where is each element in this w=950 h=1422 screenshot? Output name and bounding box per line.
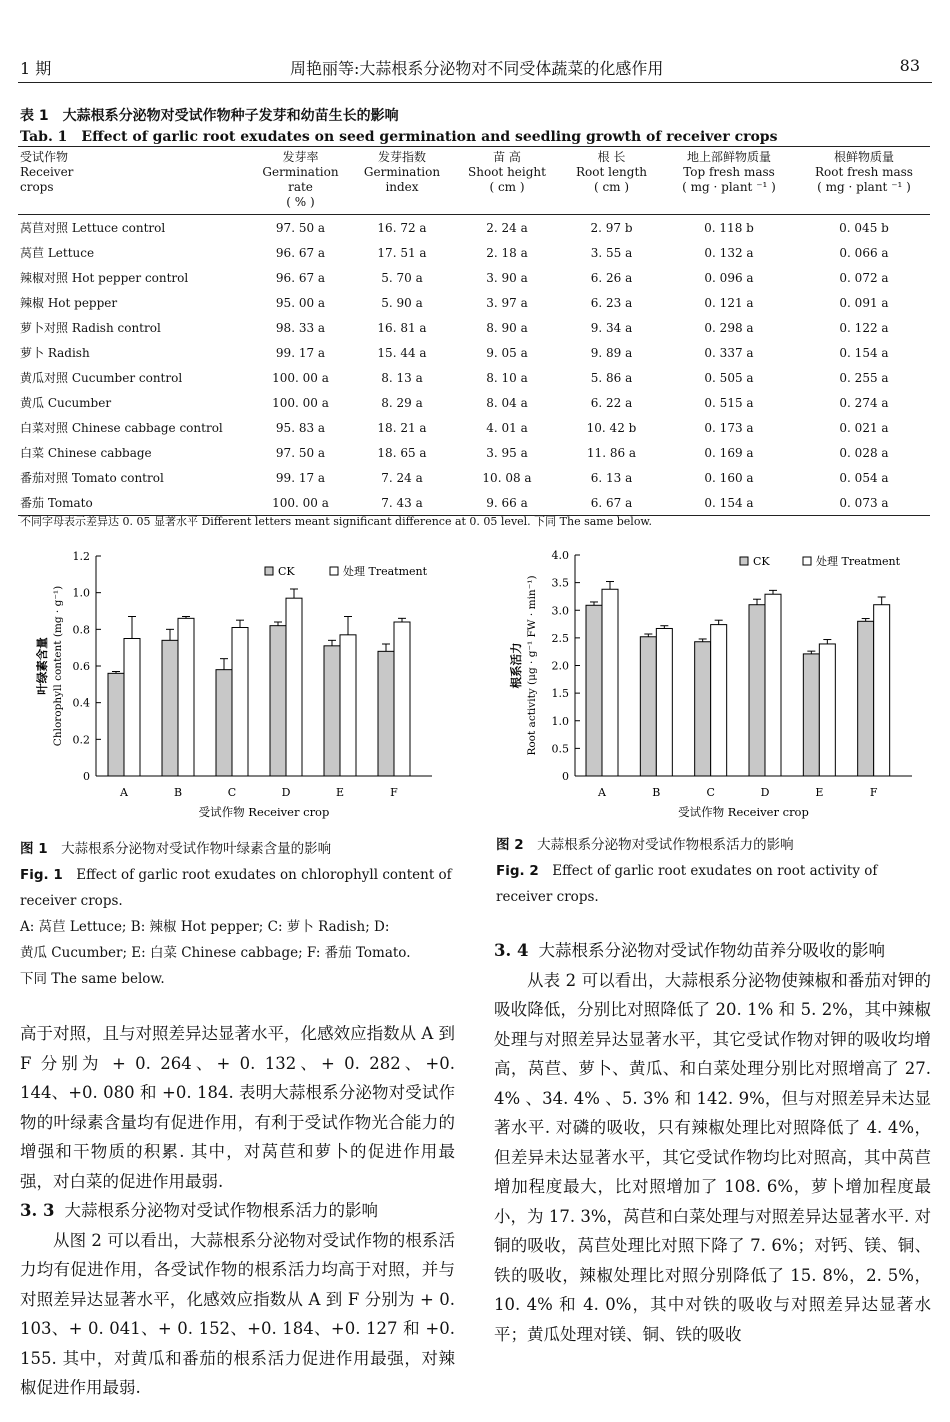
value-cell: 8. 29 a [381, 395, 423, 410]
bar [765, 594, 781, 776]
value-cell: 100. 00 a [248, 490, 353, 516]
bar [656, 628, 672, 776]
value-cell: 0. 274 a [839, 395, 889, 410]
table-body [18, 215, 930, 516]
value-cell: 8. 10 a [486, 370, 528, 385]
value-cell: 96. 67 a [275, 245, 326, 260]
value-cell: 5. 70 a [381, 270, 423, 285]
value-cell: 99. 17 a [275, 345, 326, 360]
value-cell: 2. 18 a [486, 245, 528, 260]
bar [858, 621, 874, 776]
section-heading-3-3: 3. 3 大蒜根系分泌物对受试作物根系活力的影响 [20, 1201, 378, 1220]
value-cell: 0. 066 a [839, 245, 889, 260]
column-header: 发芽指数 Germination index [353, 147, 451, 215]
value-cell: 9. 66 a [451, 490, 563, 516]
value-cell: 0. 091 a [839, 295, 889, 310]
bar [378, 651, 394, 776]
crop-cell: 辣椒 Hot pepper [20, 296, 118, 310]
x-tick-label: F [390, 786, 398, 799]
value-cell: 0. 122 a [839, 320, 889, 335]
legend-label: CK [278, 565, 295, 578]
y-tick-label: 3.0 [551, 604, 569, 618]
bar [640, 637, 656, 776]
y-tick-label: 1.2 [72, 550, 90, 563]
page-number: 83 [899, 56, 920, 75]
value-cell: 0. 160 a [704, 470, 754, 485]
value-cell: 0. 121 a [704, 295, 754, 310]
x-tick-label: E [335, 786, 345, 799]
x-tick-label: B [173, 786, 183, 799]
table-row [18, 240, 930, 265]
figure-1-legend-line: 下同 The same below. [20, 971, 165, 987]
x-tick-label: D [281, 786, 291, 799]
bar [286, 598, 302, 776]
y-tick-label: 4.0 [551, 549, 569, 562]
value-cell: 3. 97 a [486, 295, 528, 310]
value-cell: 100. 00 a [272, 370, 329, 385]
x-tick-label: A [598, 786, 606, 799]
crop-cell: 白菜对照 Chinese cabbage control [20, 421, 223, 435]
y-axis-label-en: Root activity (μg · g⁻¹ FW · min⁻¹) [526, 575, 538, 756]
value-cell: 11. 86 a [586, 445, 637, 460]
bar [232, 628, 248, 777]
bar [324, 646, 340, 776]
crop-cell: 萝卜 Radish [20, 346, 90, 360]
crop-cell: 番茄 Tomato [18, 490, 248, 516]
table-row [18, 315, 930, 340]
value-cell: 16. 81 a [377, 320, 427, 335]
x-tick-label: C [227, 786, 237, 799]
value-cell: 0. 505 a [704, 370, 754, 385]
x-axis-label: 受试作物 Receiver crop [678, 805, 809, 819]
bar [803, 654, 819, 776]
value-cell: 97. 50 a [275, 445, 326, 460]
bar [162, 640, 178, 776]
bar [819, 644, 835, 776]
legend-swatch [330, 567, 338, 575]
value-cell: 6. 23 a [590, 295, 633, 310]
crop-cell: 白菜 Chinese cabbage [20, 446, 152, 460]
table-row [18, 215, 930, 241]
value-cell: 9. 05 a [486, 345, 528, 360]
crop-cell: 番茄对照 Tomato control [20, 471, 164, 485]
x-tick-label: F [869, 786, 878, 799]
table-row [18, 490, 930, 516]
column-header: 苗 高 Shoot height ( cm ) [451, 147, 563, 215]
value-cell: 16. 72 a [377, 220, 427, 235]
value-cell: 99. 17 a [275, 470, 326, 485]
crop-cell: 黄瓜对照 Cucumber control [20, 371, 183, 385]
column-header: 受试作物 Receiver crops [18, 147, 248, 215]
value-cell: 2. 24 a [486, 220, 528, 235]
value-cell: 95. 83 a [275, 420, 326, 435]
legend-label: CK [753, 555, 770, 568]
paragraph: 从表 2 可以看出，大蒜根系分泌物使辣椒和番茄对钾的吸收降低，分别比对照降低了 20. 1% 和 5. 2%，其中辣椒处理与对照差异达显著水平，其它受试作物对钾的吸收均增高，莴苣、萝卜、黄瓜、和白菜处理分别比对照增高了 27. 4% 、34. 4% 、5. 3% 和 142. 9%，但与对照差异未达显著水平. 对磷的吸收，只有辣椒处理比对照降低了 4. 4%，但差异未达显著水平，其它受试作物均比对照高，其中莴苣增加程度最大，比对照增加了 108. 6%，萝卜增加程度最小，为 17. 3%，莴苣和白菜处理与对照差异达显著水平. 对铜的吸收，莴苣处理比对照下降了 7. 6%；对钙、镁、铜、铁的吸收，辣椒处理比对照分别降低了 15. 8%，2. 5%，10. 4% 和 4. 0%，其中对铁的吸收与对照差异达显著水平；黄瓜处理对镁、铜、铁的吸收 [494, 970, 931, 1344]
y-tick-label: 0 [562, 770, 569, 783]
value-cell: 0. 298 a [704, 320, 754, 335]
running-title: 周艳丽等:大蒜根系分泌物对不同受体蔬菜的化感作用 [290, 59, 664, 78]
x-tick-label: A [120, 786, 128, 799]
value-cell: 0. 045 b [839, 220, 889, 235]
value-cell: 0. 072 a [839, 270, 889, 285]
bar [586, 605, 602, 776]
bar [178, 618, 194, 776]
table-row [18, 265, 930, 290]
value-cell: 0. 073 a [798, 490, 930, 516]
value-cell: 8. 13 a [381, 370, 423, 385]
paragraph: 从图 2 可以看出，大蒜根系分泌物对受试作物的根系活力均有促进作用，各受试作物的根系活力均高于对照，并与对照差异达显著水平，化感效应指数从 A 到 F 分别为 + 0. 103、+ 0. 041、+ 0. 152、+0. 184、+0. 127 和 +0. 155. 其中，对黄瓜和番茄的根系活力促进作用最强，对辣椒促进作用最弱. [20, 1230, 455, 1397]
x-tick-label: D [760, 786, 770, 799]
value-cell: 97. 50 a [275, 220, 326, 235]
y-tick-label: 1.5 [551, 687, 569, 701]
x-tick-label: E [815, 786, 824, 799]
y-tick-label: 0 [83, 770, 90, 783]
legend-label: 处理 Treatment [816, 555, 901, 568]
table-row [18, 465, 930, 490]
value-cell: 3. 55 a [590, 245, 633, 260]
table-row [18, 340, 930, 365]
bar [749, 605, 765, 776]
table-row [18, 440, 930, 465]
value-cell: 5. 86 a [590, 370, 633, 385]
header-rule [18, 82, 932, 83]
value-cell: 0. 173 a [704, 420, 754, 435]
table-caption-en: Tab. 1 Effect of garlic root exudates on seed germination and seedling growth of receiver crops [20, 129, 778, 145]
bar [394, 622, 410, 776]
value-cell: 0. 054 a [839, 470, 889, 485]
column-header: 根 长 Root length ( cm ) [563, 147, 660, 215]
value-cell: 15. 44 a [377, 345, 427, 360]
value-cell: 2. 97 b [590, 220, 633, 235]
y-tick-label: 0.8 [72, 623, 90, 637]
y-axis-label-zh: 叶绿素含量 [35, 637, 49, 695]
section-heading-3-4: 3. 4 大蒜根系分泌物对受试作物幼苗养分吸收的影响 [494, 941, 885, 960]
figure-2-caption: 图 2 大蒜根系分泌物对受试作物根系活力的影响 Fig. 2 Effect of garlic root exudates on root activity of receiver crops. [496, 837, 878, 905]
crop-cell: 黄瓜 Cucumber [20, 396, 112, 410]
bar [108, 673, 124, 776]
bar [874, 605, 890, 776]
bar [270, 626, 286, 776]
legend-swatch [265, 567, 273, 575]
y-tick-label: 0.4 [72, 696, 90, 710]
value-cell: 3. 95 a [486, 445, 528, 460]
value-cell: 0. 154 a [660, 490, 798, 516]
crop-cell: 莴苣 Lettuce [20, 246, 95, 260]
y-tick-label: 3.5 [551, 576, 569, 590]
y-tick-label: 0.6 [72, 660, 90, 673]
data-table [18, 146, 930, 516]
value-cell: 4. 01 a [486, 420, 528, 435]
table-row [18, 365, 930, 390]
value-cell: 6. 26 a [590, 270, 633, 285]
value-cell: 98. 33 a [275, 320, 326, 335]
value-cell: 0. 154 a [839, 345, 889, 360]
value-cell: 8. 04 a [486, 395, 528, 410]
value-cell: 7. 24 a [381, 470, 423, 485]
paragraph: 高于对照，且与对照差异达显著水平，化感效应指数从 A 到 F 分别为 + 0. 264、+ 0. 132、+ 0. 282、+0. 144、+0. 080 和 +0. 184. 表明大蒜根系分泌物对受试作物的叶绿素含量均有促进作用，有利于受试作物光合能力的增强和干物质的积累. 其中，对莴苣和萝卜的促进作用最强，对白菜的促进作用最弱. [20, 1024, 455, 1191]
value-cell: 18. 65 a [377, 445, 427, 460]
x-axis-label: 受试作物 Receiver crop [198, 805, 330, 819]
bar [340, 635, 356, 776]
bar [216, 670, 232, 776]
value-cell: 95. 00 a [275, 295, 326, 310]
y-tick-label: 2.5 [551, 631, 569, 645]
figure-1-legend-line: 黄瓜 Cucumber; E: 白菜 Chinese cabbage; F: 番茄 Tomato. [20, 945, 411, 961]
bar [602, 589, 618, 776]
value-cell: 9. 34 a [590, 320, 633, 335]
y-axis-label-en: Chlorophyll content (mg · g⁻¹) [52, 585, 64, 747]
crop-cell: 莴苣对照 Lettuce control [20, 221, 166, 235]
table-row [18, 390, 930, 415]
bar [711, 625, 727, 776]
y-axis-label-zh: 根系活力 [509, 642, 523, 689]
value-cell: 0. 028 a [839, 445, 889, 460]
value-cell: 0. 021 a [839, 420, 889, 435]
value-cell: 96. 67 a [275, 270, 326, 285]
table-caption-zh: 表 1 大蒜根系分泌物对受试作物种子发芽和幼苗生长的影响 [20, 108, 399, 124]
bar [124, 639, 140, 777]
y-tick-label: 0.2 [72, 733, 90, 747]
column-header: 地上部鲜物质量 Top fresh mass ( mg · plant ⁻¹ ) [660, 147, 798, 215]
column-header: 根鲜物质量 Root fresh mass ( mg · plant ⁻¹ ) [798, 147, 930, 215]
legend-label: 处理 Treatment [343, 565, 428, 578]
y-tick-label: 2.0 [551, 659, 569, 673]
column-header: 发芽率 Germination rate ( % ) [248, 147, 353, 215]
crop-cell: 辣椒对照 Hot pepper control [20, 271, 189, 285]
left-column-text [20, 1019, 455, 1403]
root-activity-chart [496, 544, 936, 824]
figure-1-legend-line: A: 莴苣 Lettuce; B: 辣椒 Hot pepper; C: 萝卜 Radish; D: [20, 919, 390, 935]
x-tick-label: C [706, 786, 715, 799]
value-cell: 100. 00 a [272, 395, 329, 410]
y-tick-label: 0.5 [551, 742, 569, 756]
crop-cell: 萝卜对照 Radish control [20, 321, 161, 335]
legend-swatch [803, 557, 811, 565]
figure-1-caption: 图 1 大蒜根系分泌物对受试作物叶绿素含量的影响 Fig. 1 Effect of garlic root exudates on chlorophyll content of receiver crops. A: 莴苣 Lettuce; B: 辣椒 Hot pepper; C: 萝卜 Radish; D: 黄瓜 Cucumber; E: 白菜 Chinese cabbage; F: 番茄 Tomato. 下同 The same below. [20, 836, 455, 992]
value-cell: 9. 89 a [590, 345, 633, 360]
value-cell: 6. 67 a [563, 490, 660, 516]
y-tick-label: 1.0 [72, 586, 90, 600]
value-cell: 7. 43 a [353, 490, 451, 516]
value-cell: 18. 21 a [377, 420, 427, 435]
value-cell: 5. 90 a [381, 295, 423, 310]
table-row [18, 290, 930, 315]
value-cell: 10. 08 a [482, 470, 532, 485]
chlorophyll-chart [20, 544, 450, 824]
value-cell: 10. 42 b [586, 420, 637, 435]
table-row [18, 415, 930, 440]
value-cell: 3. 90 a [486, 270, 528, 285]
value-cell: 0. 118 b [704, 220, 754, 235]
value-cell: 0. 132 a [704, 245, 754, 260]
value-cell: 0. 515 a [704, 395, 754, 410]
value-cell: 0. 337 a [704, 345, 754, 360]
value-cell: 6. 22 a [590, 395, 633, 410]
value-cell: 0. 169 a [704, 445, 754, 460]
value-cell: 8. 90 a [486, 320, 528, 335]
issue-number: 1 期 [20, 59, 52, 78]
right-column-text [494, 936, 931, 1349]
legend-swatch [740, 557, 748, 565]
bar [695, 642, 711, 776]
value-cell: 0. 096 a [704, 270, 754, 285]
value-cell: 0. 255 a [839, 370, 889, 385]
x-tick-label: B [652, 786, 661, 799]
y-tick-label: 1.0 [551, 714, 569, 728]
table-note: 不同字母表示差异达 0. 05 显著水平 Different letters meant significant difference at 0. 05 level. 下同 The same below. [20, 515, 653, 528]
value-cell: 6. 13 a [590, 470, 633, 485]
value-cell: 17. 51 a [377, 245, 427, 260]
